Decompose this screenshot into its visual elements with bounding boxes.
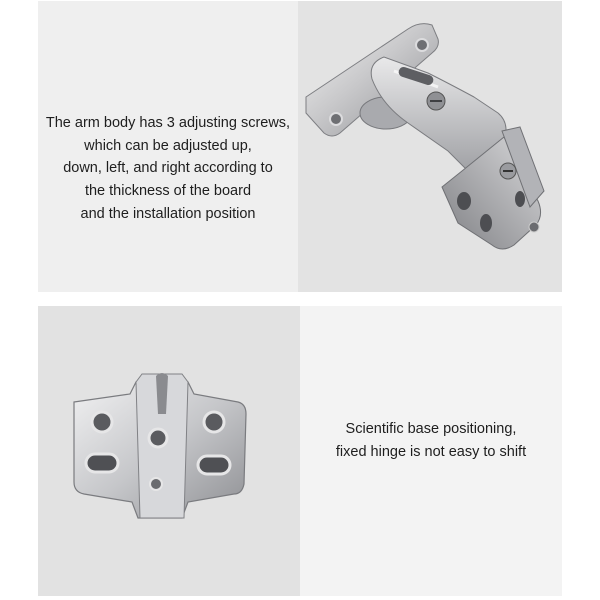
base-positioning-caption — [300, 418, 562, 463]
caption-line: Scientific base positioning, — [345, 421, 517, 437]
hinge-arm-image — [298, 1, 562, 292]
caption-line: down, left, and right according to — [63, 160, 273, 177]
base-plate-illustration — [38, 306, 300, 596]
caption-line: and the installation position — [80, 205, 256, 222]
caption-line: The arm body has 3 adjusting screws, — [45, 115, 291, 131]
caption-line: the thickness of the board — [84, 183, 252, 200]
base-text-panel — [300, 306, 562, 596]
caption-line: which can be adjusted up, — [84, 137, 252, 154]
base-plate-image — [38, 306, 300, 596]
arm-adjustment-caption — [38, 112, 298, 226]
caption-line: fixed hinge is not easy to shift — [335, 443, 527, 460]
hinge-arm-illustration — [298, 1, 562, 292]
arm-text-panel — [38, 1, 298, 292]
